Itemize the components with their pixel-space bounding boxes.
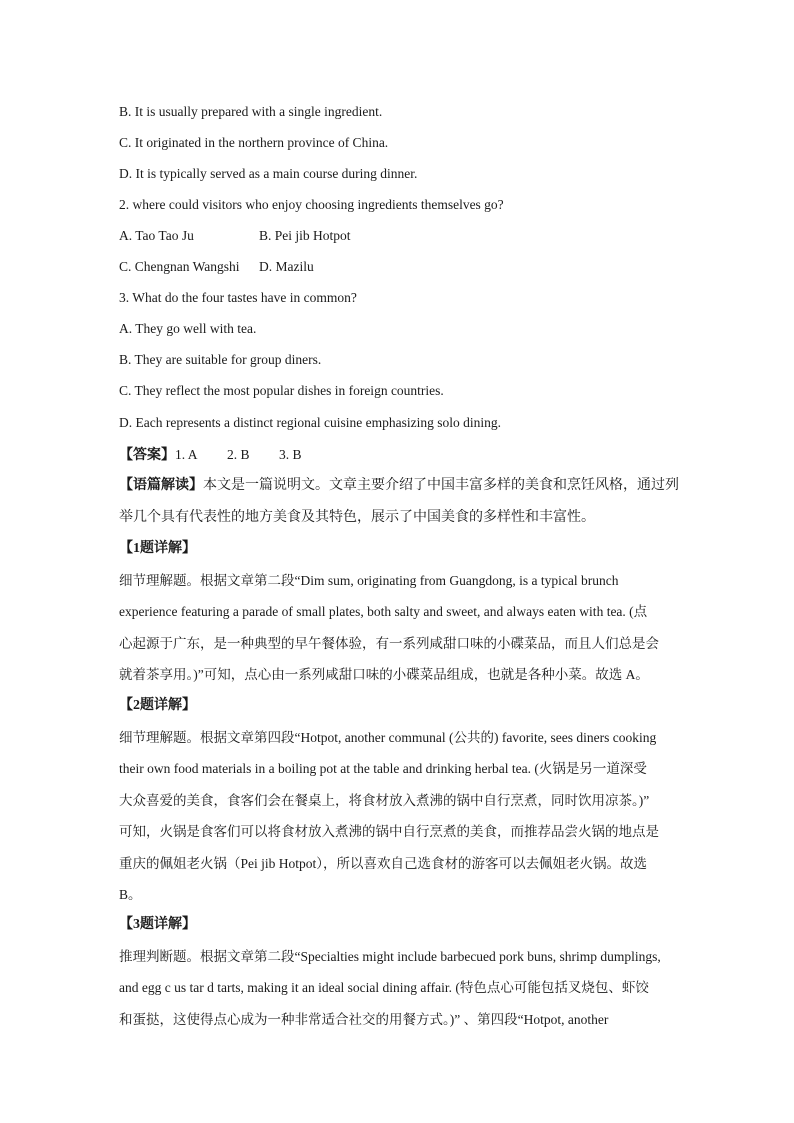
answer-label: 【答案】 bbox=[119, 447, 175, 463]
detail2-line: 大众喜爱的美食，食客们会在餐桌上，将食材放入煮沸的锅中自行烹煮，同时饮用凉茶。)” bbox=[119, 792, 650, 808]
q3-question: 3. What do the four tastes have in common? bbox=[119, 290, 357, 305]
q1-option-b: B. It is usually prepared with a single ingredient. bbox=[119, 104, 383, 119]
q3-option-d: D. Each represents a distinct regional cuisine emphasizing solo dining. bbox=[119, 415, 502, 430]
q2-question: 2. where could visitors who enjoy choosing ingredients themselves go? bbox=[119, 197, 504, 212]
q3-option-b: B. They are suitable for group diners. bbox=[119, 352, 322, 367]
q2-options-row1 bbox=[119, 227, 351, 245]
detail1-heading: 【1题详解】 bbox=[119, 541, 196, 556]
detail2-line: B。 bbox=[119, 887, 142, 902]
q2-option-d: D. Mazilu bbox=[259, 259, 314, 274]
detail2-section bbox=[119, 690, 675, 911]
answer-3: 3. B bbox=[279, 447, 302, 462]
detail1-section bbox=[119, 533, 675, 691]
detail2-heading: 【2题详解】 bbox=[119, 698, 196, 713]
detail3-line: 和蛋挞，这使得点心成为一种非常适合社交的用餐方式。)” 、第四段“Hotpot, another bbox=[119, 1011, 609, 1027]
detail3-line: and egg c us tar d tarts, making it an ideal social dining affair. (特色点心可能包括叉烧包、虾饺 bbox=[119, 980, 649, 995]
detail1-line: 心起源于广东，是一种典型的早午餐体验，有一系列咸甜口味的小碟菜品，而且人们总是会 bbox=[119, 635, 659, 651]
q3-option-c: C. They reflect the most popular dishes in foreign countries. bbox=[119, 383, 444, 398]
answer-line bbox=[119, 445, 302, 464]
analysis-line: 举几个具有代表性的地方美食及其特色，展示了中国美食的多样性和丰富性。 bbox=[119, 509, 595, 525]
detail3-heading: 【3题详解】 bbox=[119, 917, 196, 932]
q2-option-b: B. Pei jib Hotpot bbox=[259, 228, 351, 243]
detail1-line: experience featuring a parade of small plates, both salty and sweet, and always eaten with tea. (点 bbox=[119, 604, 648, 619]
detail2-line: 可知，火锅是食客们可以将食材放入煮沸的锅中自行烹煮的美食，而推荐品尝火锅的地点是 bbox=[119, 824, 659, 839]
q1-option-c: C. It originated in the northern province of China. bbox=[119, 135, 389, 150]
q1-option-d: D. It is typically served as a main course during dinner. bbox=[119, 166, 418, 181]
q3-option-a: A. They go well with tea. bbox=[119, 321, 257, 336]
q2-option-a: A. Tao Tao Ju bbox=[119, 228, 194, 243]
answer-1: 1. A bbox=[175, 447, 198, 462]
analysis-paragraph bbox=[119, 470, 679, 533]
detail3-section bbox=[119, 909, 675, 1035]
detail2-line: 重庆的佩姐老火锅（Pei jib Hotpot），所以喜欢自己选食材的游客可以去佩姐老火锅。故选 bbox=[119, 855, 648, 871]
answer-2: 2. B bbox=[227, 447, 250, 462]
q2-options-row2 bbox=[119, 258, 314, 276]
analysis-line: 【语篇解读】本文是一篇说明文。文章主要介绍了中国丰富多样的美食和烹饪风格，通过列 bbox=[119, 478, 679, 493]
q2-option-c: C. Chengnan Wangshi bbox=[119, 259, 240, 274]
detail1-line: 就着茶享用。)”可知，点心由一系列咸甜口味的小碟菜品组成，也就是各种小菜。故选 A。 bbox=[119, 667, 649, 682]
detail2-line: their own food materials in a boiling pot at the table and drinking herbal tea. (火锅是另一道深受 bbox=[119, 761, 647, 776]
analysis-label: 【语篇解读】 bbox=[119, 478, 203, 493]
detail3-line: 推理判断题。根据文章第二段“Specialties might include barbecued pork buns, shrimp dumplings, bbox=[119, 948, 661, 964]
detail1-line: 细节理解题。根据文章第二段“Dim sum, originating from Guangdong, is a typical brunch bbox=[119, 572, 619, 588]
detail2-line: 细节理解题。根据文章第四段“Hotpot, another communal (公共的) favorite, sees diners cooking bbox=[119, 729, 657, 745]
